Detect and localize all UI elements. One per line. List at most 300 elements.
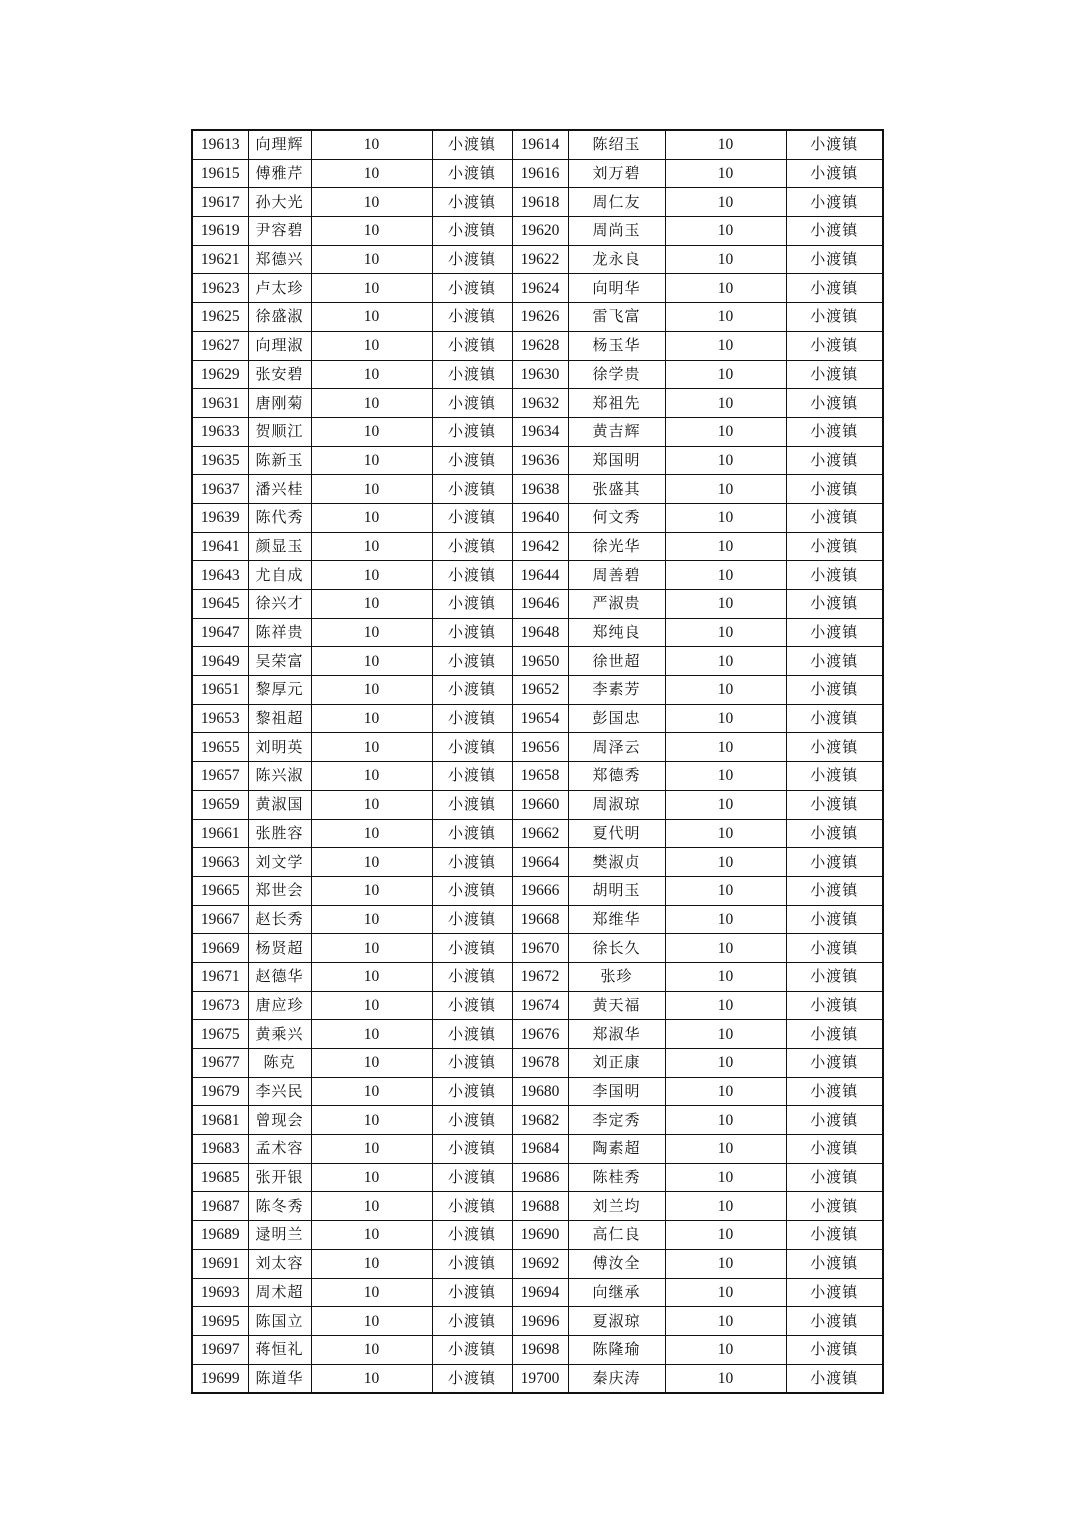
right-amount-cell: 10 [665,790,786,819]
right-name-cell: 周淑琼 [568,790,665,819]
left-amount-cell: 10 [311,561,432,590]
right-town-cell: 小渡镇 [786,1278,883,1307]
left-amount-cell: 10 [311,733,432,762]
table-row [192,360,883,389]
table-row [192,1135,883,1164]
left-name-cell: 颜显玉 [248,532,311,561]
left-amount-cell: 10 [311,590,432,619]
table-row [192,876,883,905]
right-name-cell: 杨玉华 [568,331,665,360]
right-town-cell: 小渡镇 [786,991,883,1020]
left-town-cell: 小渡镇 [432,217,512,246]
right-id-cell: 19652 [512,676,568,705]
left-town-cell: 小渡镇 [432,1249,512,1278]
left-town-cell: 小渡镇 [432,245,512,274]
right-id-cell: 19642 [512,532,568,561]
right-name-cell: 李素芳 [568,676,665,705]
right-id-cell: 19640 [512,503,568,532]
left-town-cell: 小渡镇 [432,303,512,332]
right-id-cell: 19650 [512,647,568,676]
left-name-cell: 潘兴桂 [248,475,311,504]
left-id-cell: 19685 [192,1163,248,1192]
right-name-cell: 夏淑琼 [568,1307,665,1336]
right-town-cell: 小渡镇 [786,905,883,934]
right-town-cell: 小渡镇 [786,188,883,217]
left-name-cell: 陈道华 [248,1364,311,1393]
left-town-cell: 小渡镇 [432,1192,512,1221]
left-id-cell: 19645 [192,590,248,619]
right-name-cell: 刘万碧 [568,159,665,188]
left-name-cell: 逯明兰 [248,1221,311,1250]
left-name-cell: 陈兴淑 [248,762,311,791]
left-name-cell: 蒋恒礼 [248,1335,311,1364]
table-row [192,446,883,475]
right-amount-cell: 10 [665,1106,786,1135]
left-amount-cell: 10 [311,647,432,676]
table-row [192,790,883,819]
right-town-cell: 小渡镇 [786,1335,883,1364]
right-name-cell: 徐光华 [568,532,665,561]
right-id-cell: 19668 [512,905,568,934]
left-town-cell: 小渡镇 [432,1049,512,1078]
left-town-cell: 小渡镇 [432,159,512,188]
left-id-cell: 19655 [192,733,248,762]
right-name-cell: 郑国明 [568,446,665,475]
left-id-cell: 19699 [192,1364,248,1393]
left-town-cell: 小渡镇 [432,503,512,532]
right-id-cell: 19674 [512,991,568,1020]
right-id-cell: 19696 [512,1307,568,1336]
right-town-cell: 小渡镇 [786,389,883,418]
left-id-cell: 19629 [192,360,248,389]
table-row [192,1335,883,1364]
left-town-cell: 小渡镇 [432,1106,512,1135]
right-name-cell: 陈桂秀 [568,1163,665,1192]
left-amount-cell: 10 [311,905,432,934]
right-amount-cell: 10 [665,532,786,561]
left-amount-cell: 10 [311,1364,432,1393]
right-town-cell: 小渡镇 [786,876,883,905]
left-name-cell: 陈代秀 [248,503,311,532]
left-id-cell: 19667 [192,905,248,934]
left-amount-cell: 10 [311,962,432,991]
left-id-cell: 19677 [192,1049,248,1078]
left-id-cell: 19681 [192,1106,248,1135]
left-town-cell: 小渡镇 [432,618,512,647]
right-amount-cell: 10 [665,303,786,332]
right-name-cell: 刘兰均 [568,1192,665,1221]
table-row [192,561,883,590]
right-name-cell: 郑淑华 [568,1020,665,1049]
left-town-cell: 小渡镇 [432,475,512,504]
right-town-cell: 小渡镇 [786,1249,883,1278]
left-town-cell: 小渡镇 [432,1278,512,1307]
right-town-cell: 小渡镇 [786,245,883,274]
right-id-cell: 19646 [512,590,568,619]
left-id-cell: 19637 [192,475,248,504]
right-amount-cell: 10 [665,704,786,733]
left-amount-cell: 10 [311,1135,432,1164]
right-amount-cell: 10 [665,389,786,418]
left-amount-cell: 10 [311,676,432,705]
table-row [192,1249,883,1278]
left-name-cell: 吴荣富 [248,647,311,676]
right-id-cell: 19638 [512,475,568,504]
left-id-cell: 19641 [192,532,248,561]
left-id-cell: 19619 [192,217,248,246]
right-name-cell: 郑纯良 [568,618,665,647]
left-name-cell: 向理淑 [248,331,311,360]
right-town-cell: 小渡镇 [786,475,883,504]
right-town-cell: 小渡镇 [786,303,883,332]
left-town-cell: 小渡镇 [432,704,512,733]
left-town-cell: 小渡镇 [432,1364,512,1393]
left-name-cell: 孙大光 [248,188,311,217]
left-id-cell: 19695 [192,1307,248,1336]
left-amount-cell: 10 [311,1049,432,1078]
right-amount-cell: 10 [665,561,786,590]
right-name-cell: 傅汝全 [568,1249,665,1278]
left-id-cell: 19683 [192,1135,248,1164]
right-town-cell: 小渡镇 [786,962,883,991]
right-name-cell: 严淑贵 [568,590,665,619]
left-amount-cell: 10 [311,704,432,733]
left-name-cell: 黄乘兴 [248,1020,311,1049]
left-id-cell: 19661 [192,819,248,848]
left-amount-cell: 10 [311,1307,432,1336]
right-amount-cell: 10 [665,1335,786,1364]
left-amount-cell: 10 [311,130,432,159]
left-name-cell: 贺顺江 [248,417,311,446]
left-name-cell: 唐刚菊 [248,389,311,418]
left-id-cell: 19687 [192,1192,248,1221]
right-town-cell: 小渡镇 [786,1077,883,1106]
left-amount-cell: 10 [311,389,432,418]
left-town-cell: 小渡镇 [432,647,512,676]
right-id-cell: 19632 [512,389,568,418]
right-town-cell: 小渡镇 [786,676,883,705]
left-town-cell: 小渡镇 [432,733,512,762]
left-amount-cell: 10 [311,762,432,791]
right-town-cell: 小渡镇 [786,1135,883,1164]
left-id-cell: 19647 [192,618,248,647]
left-name-cell: 刘明英 [248,733,311,762]
left-town-cell: 小渡镇 [432,1307,512,1336]
right-amount-cell: 10 [665,446,786,475]
left-name-cell: 杨贤超 [248,934,311,963]
left-id-cell: 19669 [192,934,248,963]
left-amount-cell: 10 [311,446,432,475]
right-name-cell: 雷飞富 [568,303,665,332]
right-amount-cell: 10 [665,1135,786,1164]
right-amount-cell: 10 [665,590,786,619]
right-town-cell: 小渡镇 [786,618,883,647]
right-amount-cell: 10 [665,647,786,676]
right-town-cell: 小渡镇 [786,647,883,676]
table-row [192,590,883,619]
left-id-cell: 19691 [192,1249,248,1278]
left-town-cell: 小渡镇 [432,905,512,934]
left-id-cell: 19693 [192,1278,248,1307]
left-town-cell: 小渡镇 [432,876,512,905]
right-name-cell: 张珍 [568,962,665,991]
left-id-cell: 19635 [192,446,248,475]
table-row [192,188,883,217]
right-name-cell: 周泽云 [568,733,665,762]
right-amount-cell: 10 [665,188,786,217]
left-town-cell: 小渡镇 [432,389,512,418]
left-id-cell: 19663 [192,848,248,877]
right-name-cell: 何文秀 [568,503,665,532]
right-id-cell: 19630 [512,360,568,389]
right-name-cell: 陶素超 [568,1135,665,1164]
left-name-cell: 张胜容 [248,819,311,848]
right-name-cell: 李定秀 [568,1106,665,1135]
left-name-cell: 尤自成 [248,561,311,590]
table-row [192,1020,883,1049]
right-id-cell: 19688 [512,1192,568,1221]
left-amount-cell: 10 [311,331,432,360]
left-town-cell: 小渡镇 [432,934,512,963]
left-name-cell: 李兴民 [248,1077,311,1106]
right-id-cell: 19618 [512,188,568,217]
left-id-cell: 19649 [192,647,248,676]
left-amount-cell: 10 [311,1163,432,1192]
left-town-cell: 小渡镇 [432,676,512,705]
table-row [192,417,883,446]
right-town-cell: 小渡镇 [786,159,883,188]
table-row [192,848,883,877]
right-id-cell: 19666 [512,876,568,905]
right-town-cell: 小渡镇 [786,590,883,619]
left-amount-cell: 10 [311,475,432,504]
right-id-cell: 19624 [512,274,568,303]
left-amount-cell: 10 [311,503,432,532]
left-amount-cell: 10 [311,1192,432,1221]
right-id-cell: 19636 [512,446,568,475]
table-row [192,303,883,332]
left-town-cell: 小渡镇 [432,762,512,791]
left-id-cell: 19621 [192,245,248,274]
table-row [192,1192,883,1221]
right-id-cell: 19622 [512,245,568,274]
right-id-cell: 19686 [512,1163,568,1192]
right-id-cell: 19664 [512,848,568,877]
right-name-cell: 徐世超 [568,647,665,676]
left-town-cell: 小渡镇 [432,188,512,217]
table-row [192,331,883,360]
left-town-cell: 小渡镇 [432,1077,512,1106]
left-amount-cell: 10 [311,274,432,303]
table-row [192,762,883,791]
right-amount-cell: 10 [665,819,786,848]
left-id-cell: 19665 [192,876,248,905]
right-amount-cell: 10 [665,417,786,446]
right-amount-cell: 10 [665,733,786,762]
left-id-cell: 19617 [192,188,248,217]
left-amount-cell: 10 [311,360,432,389]
left-name-cell: 徐兴才 [248,590,311,619]
table-row [192,1106,883,1135]
left-amount-cell: 10 [311,245,432,274]
left-id-cell: 19689 [192,1221,248,1250]
left-town-cell: 小渡镇 [432,1135,512,1164]
left-id-cell: 19633 [192,417,248,446]
right-id-cell: 19634 [512,417,568,446]
left-id-cell: 19643 [192,561,248,590]
table-row [192,1307,883,1336]
left-id-cell: 19651 [192,676,248,705]
table-row [192,618,883,647]
right-amount-cell: 10 [665,962,786,991]
table-row [192,217,883,246]
right-town-cell: 小渡镇 [786,217,883,246]
left-name-cell: 黄淑国 [248,790,311,819]
left-amount-cell: 10 [311,1278,432,1307]
left-amount-cell: 10 [311,876,432,905]
right-amount-cell: 10 [665,848,786,877]
right-name-cell: 刘正康 [568,1049,665,1078]
table-row [192,1364,883,1393]
left-town-cell: 小渡镇 [432,1335,512,1364]
left-amount-cell: 10 [311,417,432,446]
right-town-cell: 小渡镇 [786,360,883,389]
table-row [192,1049,883,1078]
right-amount-cell: 10 [665,934,786,963]
left-id-cell: 19653 [192,704,248,733]
left-amount-cell: 10 [311,1020,432,1049]
left-town-cell: 小渡镇 [432,848,512,877]
table-row [192,1163,883,1192]
right-name-cell: 龙永良 [568,245,665,274]
right-amount-cell: 10 [665,905,786,934]
left-amount-cell: 10 [311,1249,432,1278]
left-name-cell: 周术超 [248,1278,311,1307]
right-id-cell: 19698 [512,1335,568,1364]
table-row [192,1221,883,1250]
right-name-cell: 向明华 [568,274,665,303]
right-name-cell: 周仁友 [568,188,665,217]
table-row [192,130,883,159]
table-row [192,475,883,504]
right-id-cell: 19614 [512,130,568,159]
table-row [192,274,883,303]
right-id-cell: 19670 [512,934,568,963]
right-id-cell: 19676 [512,1020,568,1049]
right-id-cell: 19682 [512,1106,568,1135]
left-id-cell: 19673 [192,991,248,1020]
left-name-cell: 张安碧 [248,360,311,389]
right-id-cell: 19626 [512,303,568,332]
left-id-cell: 19631 [192,389,248,418]
left-id-cell: 19627 [192,331,248,360]
right-amount-cell: 10 [665,1221,786,1250]
left-name-cell: 刘文学 [248,848,311,877]
left-amount-cell: 10 [311,1221,432,1250]
right-town-cell: 小渡镇 [786,417,883,446]
right-id-cell: 19654 [512,704,568,733]
left-town-cell: 小渡镇 [432,1020,512,1049]
right-town-cell: 小渡镇 [786,1221,883,1250]
left-id-cell: 19697 [192,1335,248,1364]
left-amount-cell: 10 [311,618,432,647]
right-name-cell: 张盛其 [568,475,665,504]
right-town-cell: 小渡镇 [786,1192,883,1221]
left-id-cell: 19639 [192,503,248,532]
left-amount-cell: 10 [311,303,432,332]
table-row [192,245,883,274]
left-town-cell: 小渡镇 [432,1163,512,1192]
right-name-cell: 胡明玉 [568,876,665,905]
left-amount-cell: 10 [311,1335,432,1364]
left-id-cell: 19657 [192,762,248,791]
right-amount-cell: 10 [665,159,786,188]
right-town-cell: 小渡镇 [786,1106,883,1135]
left-name-cell: 陈国立 [248,1307,311,1336]
left-name-cell: 赵长秀 [248,905,311,934]
right-id-cell: 19678 [512,1049,568,1078]
right-town-cell: 小渡镇 [786,503,883,532]
right-amount-cell: 10 [665,1364,786,1393]
right-name-cell: 黄吉辉 [568,417,665,446]
left-name-cell: 曾现会 [248,1106,311,1135]
right-name-cell: 陈绍玉 [568,130,665,159]
left-town-cell: 小渡镇 [432,561,512,590]
left-amount-cell: 10 [311,188,432,217]
right-name-cell: 李国明 [568,1077,665,1106]
left-id-cell: 19659 [192,790,248,819]
left-name-cell: 卢太珍 [248,274,311,303]
right-town-cell: 小渡镇 [786,1049,883,1078]
right-amount-cell: 10 [665,274,786,303]
right-name-cell: 陈隆瑜 [568,1335,665,1364]
right-amount-cell: 10 [665,876,786,905]
right-id-cell: 19700 [512,1364,568,1393]
table-row [192,905,883,934]
left-name-cell: 尹容碧 [248,217,311,246]
right-town-cell: 小渡镇 [786,848,883,877]
table-row [192,1077,883,1106]
right-town-cell: 小渡镇 [786,1307,883,1336]
left-town-cell: 小渡镇 [432,532,512,561]
left-amount-cell: 10 [311,790,432,819]
right-id-cell: 19648 [512,618,568,647]
right-amount-cell: 10 [665,331,786,360]
right-town-cell: 小渡镇 [786,762,883,791]
right-id-cell: 19620 [512,217,568,246]
left-amount-cell: 10 [311,848,432,877]
right-amount-cell: 10 [665,1307,786,1336]
right-id-cell: 19662 [512,819,568,848]
right-name-cell: 黄天福 [568,991,665,1020]
table-row [192,991,883,1020]
right-town-cell: 小渡镇 [786,1163,883,1192]
left-id-cell: 19623 [192,274,248,303]
right-town-cell: 小渡镇 [786,561,883,590]
table-row [192,647,883,676]
right-name-cell: 徐长久 [568,934,665,963]
left-town-cell: 小渡镇 [432,446,512,475]
table-row [192,733,883,762]
left-id-cell: 19615 [192,159,248,188]
left-name-cell: 郑德兴 [248,245,311,274]
left-amount-cell: 10 [311,159,432,188]
left-name-cell: 郑世会 [248,876,311,905]
right-amount-cell: 10 [665,1020,786,1049]
right-name-cell: 周尚玉 [568,217,665,246]
right-town-cell: 小渡镇 [786,790,883,819]
right-amount-cell: 10 [665,618,786,647]
